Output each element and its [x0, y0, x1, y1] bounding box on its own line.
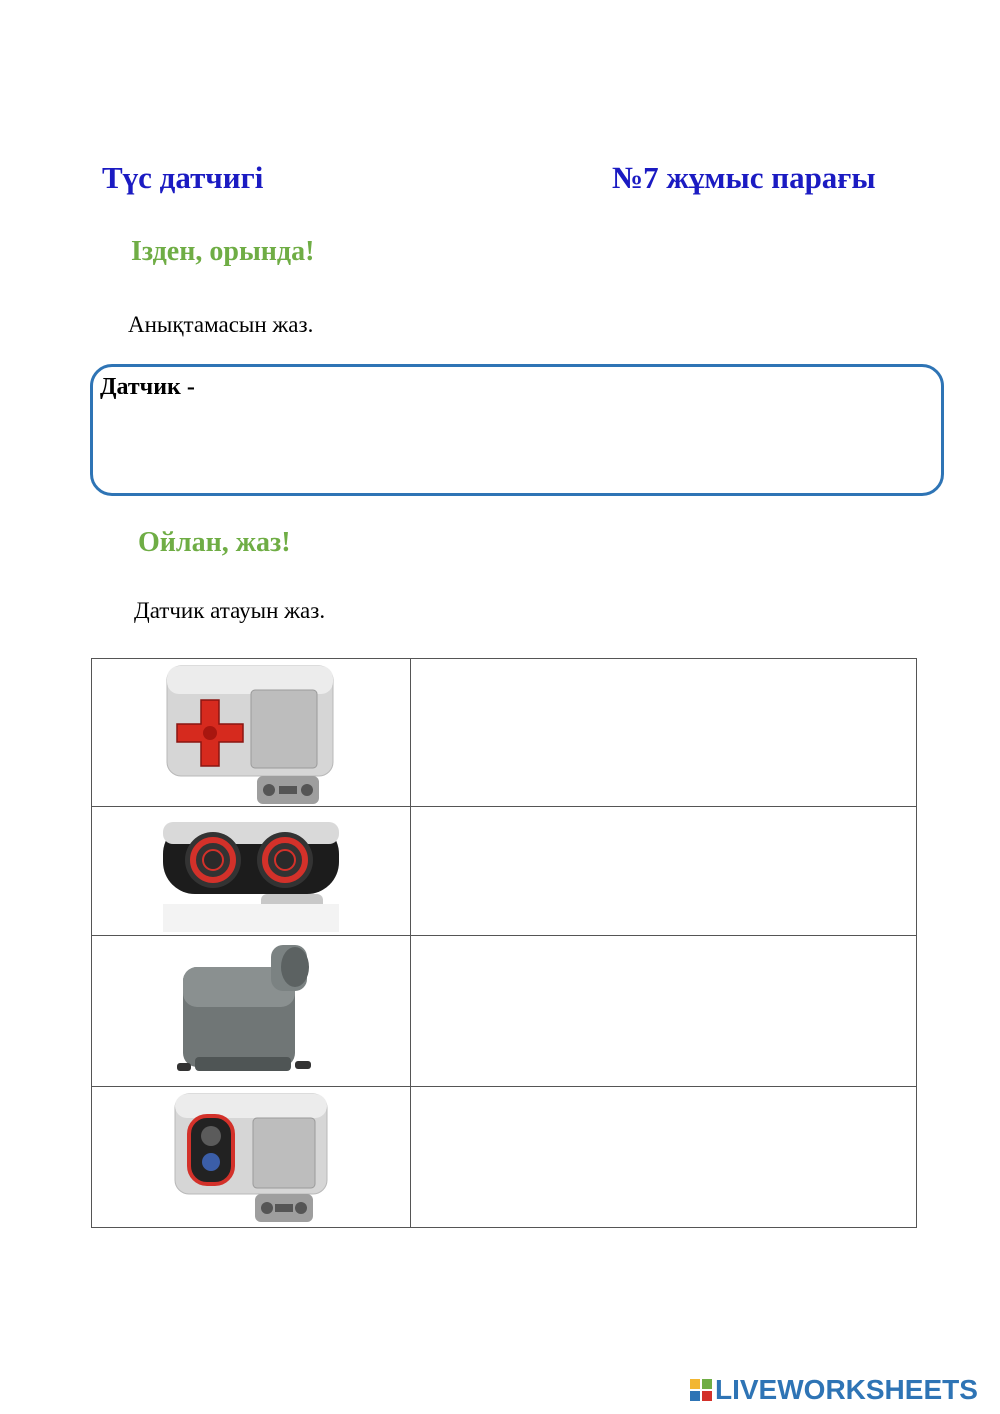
worksheet-number: №7 жұмыс парағы: [612, 160, 876, 195]
sensor-answer-cell[interactable]: [411, 1087, 917, 1228]
sensor-answer-cell[interactable]: [411, 807, 917, 936]
sensor-table: [91, 658, 917, 1228]
sensor-image-cell: [92, 807, 411, 936]
liveworksheets-logo: [690, 1372, 978, 1408]
section-heading-think: Ойлан, жаз!: [138, 527, 291, 558]
definition-label: Датчик -: [100, 374, 195, 400]
sensor-answer-cell[interactable]: [411, 936, 917, 1087]
color-sensor-icon: [171, 1090, 331, 1224]
liveworksheets-mark-icon: [690, 1377, 712, 1403]
table-row: [92, 659, 917, 807]
definition-answer-box[interactable]: [90, 364, 944, 496]
page-title: Түс датчигі: [102, 160, 264, 195]
connector-housing-icon: [171, 937, 331, 1085]
ultrasonic-sensor-icon: [161, 808, 341, 934]
table-row: [92, 807, 917, 936]
table-row: [92, 1087, 917, 1228]
table-row: [92, 936, 917, 1087]
touch-sensor-icon: [161, 660, 341, 806]
definition-instruction: Анықтамасын жаз.: [128, 312, 314, 337]
sensor-answer-cell[interactable]: [411, 659, 917, 807]
sensor-image-cell: [92, 659, 411, 807]
section-heading-search: Ізден, орында!: [131, 236, 315, 267]
sensor-name-instruction: Датчик атауын жаз.: [134, 598, 326, 623]
liveworksheets-brand: LIVEWORKSHEETS: [715, 1374, 978, 1405]
sensor-image-cell: [92, 1087, 411, 1228]
sensor-image-cell: [92, 936, 411, 1087]
